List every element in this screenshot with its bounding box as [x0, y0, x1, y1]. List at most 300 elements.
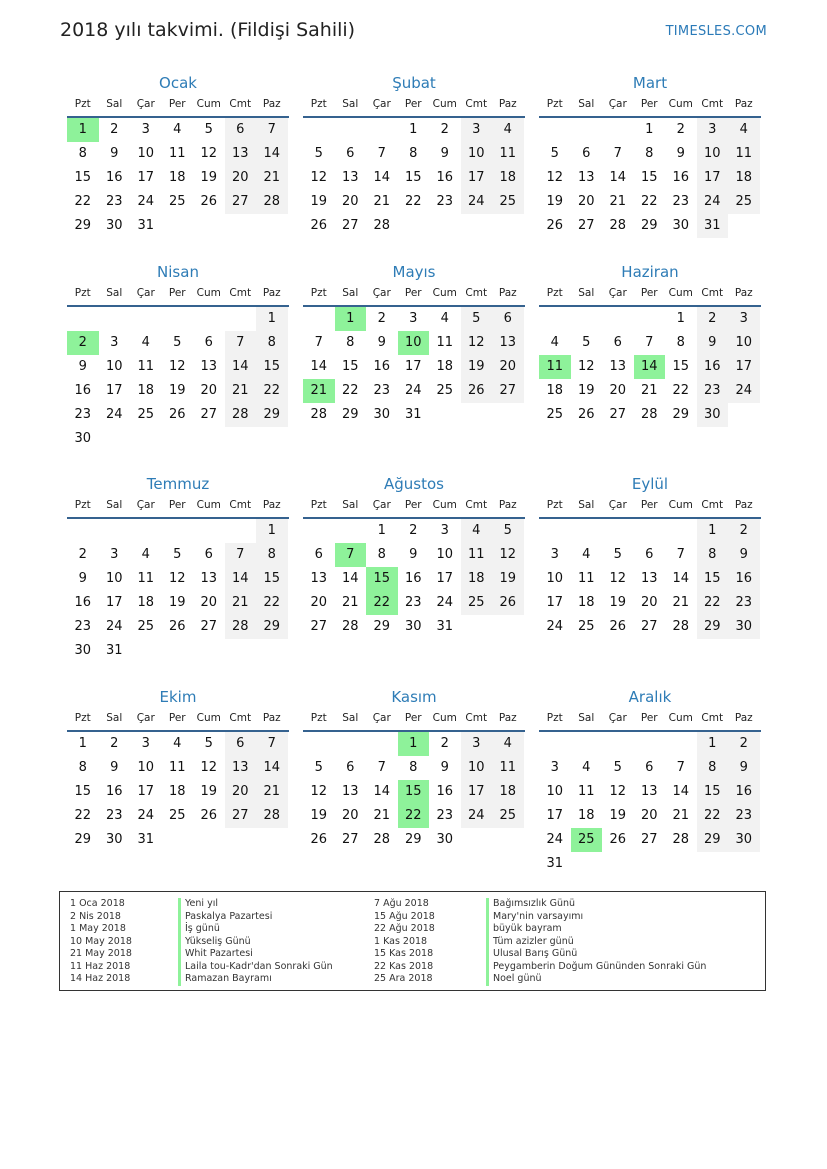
holiday-day-cell[interactable]: 22: [398, 804, 430, 828]
day-cell[interactable]: 20: [577, 194, 595, 209]
day-cell[interactable]: 8: [346, 335, 355, 350]
day-cell[interactable]: 7: [645, 335, 654, 350]
day-cell[interactable]: 15: [256, 567, 288, 591]
day-cell[interactable]: 27: [200, 619, 218, 634]
day-cell[interactable]: 8: [78, 146, 87, 161]
day-cell[interactable]: 19: [200, 784, 218, 799]
day-cell[interactable]: 13: [640, 784, 658, 799]
day-cell[interactable]: 24: [105, 619, 123, 634]
day-cell[interactable]: 16: [436, 170, 454, 185]
day-cell[interactable]: 13: [200, 571, 218, 586]
day-cell[interactable]: 3: [461, 732, 493, 756]
day-cell[interactable]: 14: [373, 784, 391, 799]
day-cell[interactable]: 6: [645, 760, 654, 775]
day-cell[interactable]: 8: [697, 543, 729, 567]
day-cell[interactable]: 5: [173, 547, 182, 562]
day-cell[interactable]: 4: [582, 760, 591, 775]
day-cell[interactable]: 11: [577, 784, 595, 799]
day-cell[interactable]: 13: [200, 359, 218, 374]
day-cell[interactable]: 19: [609, 595, 627, 610]
day-cell[interactable]: 3: [141, 122, 150, 137]
day-cell[interactable]: 5: [550, 146, 559, 161]
day-cell[interactable]: 10: [137, 760, 155, 775]
day-cell[interactable]: 24: [436, 595, 454, 610]
holiday-day-cell[interactable]: 15: [366, 567, 398, 591]
day-cell[interactable]: 6: [582, 146, 591, 161]
day-cell[interactable]: 13: [225, 142, 257, 166]
holiday-day-cell[interactable]: 25: [571, 828, 603, 852]
day-cell[interactable]: 13: [609, 359, 627, 374]
day-cell[interactable]: 24: [697, 190, 729, 214]
day-cell[interactable]: 28: [225, 615, 257, 639]
day-cell[interactable]: 29: [697, 828, 729, 852]
day-cell[interactable]: 23: [436, 194, 454, 209]
day-cell[interactable]: 16: [74, 383, 92, 398]
day-cell[interactable]: 31: [137, 218, 155, 233]
day-cell[interactable]: 11: [577, 571, 595, 586]
day-cell[interactable]: 25: [436, 383, 454, 398]
day-cell[interactable]: 20: [225, 166, 257, 190]
day-cell[interactable]: 15: [672, 359, 690, 374]
day-cell[interactable]: 9: [110, 760, 119, 775]
day-cell[interactable]: 3: [550, 760, 559, 775]
day-cell[interactable]: 17: [436, 571, 454, 586]
day-cell[interactable]: 31: [697, 214, 729, 238]
day-cell[interactable]: 14: [672, 784, 690, 799]
day-cell[interactable]: 22: [404, 194, 422, 209]
day-cell[interactable]: 20: [609, 383, 627, 398]
day-cell[interactable]: 3: [409, 311, 418, 326]
day-cell[interactable]: 4: [582, 547, 591, 562]
day-cell[interactable]: 15: [256, 355, 288, 379]
day-cell[interactable]: 15: [640, 170, 658, 185]
day-cell[interactable]: 4: [492, 732, 524, 756]
day-cell[interactable]: 10: [728, 331, 760, 355]
day-cell[interactable]: 31: [436, 619, 454, 634]
day-cell[interactable]: 9: [728, 543, 760, 567]
day-cell[interactable]: 31: [404, 407, 422, 422]
day-cell[interactable]: 19: [609, 808, 627, 823]
day-cell[interactable]: 27: [341, 218, 359, 233]
day-cell[interactable]: 23: [436, 808, 454, 823]
day-cell[interactable]: 17: [546, 808, 564, 823]
day-cell[interactable]: 23: [105, 808, 123, 823]
day-cell[interactable]: 12: [492, 543, 524, 567]
day-cell[interactable]: 26: [168, 619, 186, 634]
day-cell[interactable]: 16: [697, 355, 729, 379]
day-cell[interactable]: 10: [546, 784, 564, 799]
day-cell[interactable]: 29: [74, 832, 92, 847]
day-cell[interactable]: 13: [341, 170, 359, 185]
day-cell[interactable]: 1: [676, 311, 685, 326]
day-cell[interactable]: 19: [310, 808, 328, 823]
day-cell[interactable]: 28: [672, 619, 690, 634]
day-cell[interactable]: 2: [676, 122, 685, 137]
day-cell[interactable]: 24: [105, 407, 123, 422]
day-cell[interactable]: 9: [78, 571, 87, 586]
day-cell[interactable]: 22: [341, 383, 359, 398]
day-cell[interactable]: 18: [546, 383, 564, 398]
day-cell[interactable]: 14: [672, 571, 690, 586]
day-cell[interactable]: 1: [409, 122, 418, 137]
day-cell[interactable]: 13: [310, 571, 328, 586]
day-cell[interactable]: 26: [310, 832, 328, 847]
day-cell[interactable]: 19: [168, 595, 186, 610]
day-cell[interactable]: 2: [78, 547, 87, 562]
day-cell[interactable]: 9: [110, 146, 119, 161]
day-cell[interactable]: 21: [672, 808, 690, 823]
day-cell[interactable]: 30: [404, 619, 422, 634]
day-cell[interactable]: 9: [697, 331, 729, 355]
day-cell[interactable]: 30: [74, 643, 92, 658]
day-cell[interactable]: 17: [546, 595, 564, 610]
brand-logo-text[interactable]: TIMESLES.COM: [665, 24, 767, 39]
day-cell[interactable]: 7: [676, 760, 685, 775]
day-cell[interactable]: 29: [640, 218, 658, 233]
day-cell[interactable]: 17: [461, 166, 493, 190]
day-cell[interactable]: 18: [492, 166, 524, 190]
day-cell[interactable]: 24: [137, 808, 155, 823]
day-cell[interactable]: 8: [377, 547, 386, 562]
day-cell[interactable]: 4: [728, 118, 760, 142]
day-cell[interactable]: 21: [609, 194, 627, 209]
day-cell[interactable]: 19: [546, 194, 564, 209]
day-cell[interactable]: 3: [461, 118, 493, 142]
day-cell[interactable]: 22: [697, 804, 729, 828]
day-cell[interactable]: 26: [546, 218, 564, 233]
day-cell[interactable]: 31: [105, 643, 123, 658]
day-cell[interactable]: 4: [492, 118, 524, 142]
day-cell[interactable]: 16: [373, 359, 391, 374]
day-cell[interactable]: 12: [168, 359, 186, 374]
day-cell[interactable]: 6: [645, 547, 654, 562]
day-cell[interactable]: 6: [314, 547, 323, 562]
day-cell[interactable]: 21: [373, 808, 391, 823]
day-cell[interactable]: 1: [78, 736, 87, 751]
day-cell[interactable]: 16: [74, 595, 92, 610]
day-cell[interactable]: 21: [341, 595, 359, 610]
holiday-day-cell[interactable]: 1: [335, 307, 367, 331]
day-cell[interactable]: 1: [256, 519, 288, 543]
day-cell[interactable]: 23: [697, 379, 729, 403]
day-cell[interactable]: 28: [310, 407, 328, 422]
day-cell[interactable]: 18: [137, 383, 155, 398]
day-cell[interactable]: 11: [168, 760, 186, 775]
day-cell[interactable]: 30: [436, 832, 454, 847]
day-cell[interactable]: 9: [78, 359, 87, 374]
day-cell[interactable]: 23: [74, 619, 92, 634]
day-cell[interactable]: 22: [74, 808, 92, 823]
day-cell[interactable]: 2: [728, 519, 760, 543]
day-cell[interactable]: 17: [404, 359, 422, 374]
day-cell[interactable]: 18: [577, 595, 595, 610]
day-cell[interactable]: 25: [492, 190, 524, 214]
day-cell[interactable]: 12: [546, 170, 564, 185]
day-cell[interactable]: 20: [310, 595, 328, 610]
day-cell[interactable]: 7: [225, 331, 257, 355]
day-cell[interactable]: 20: [341, 194, 359, 209]
day-cell[interactable]: 18: [492, 780, 524, 804]
day-cell[interactable]: 10: [436, 547, 454, 562]
day-cell[interactable]: 10: [461, 142, 493, 166]
day-cell[interactable]: 10: [105, 359, 123, 374]
day-cell[interactable]: 22: [256, 379, 288, 403]
day-cell[interactable]: 13: [225, 756, 257, 780]
day-cell[interactable]: 14: [341, 571, 359, 586]
day-cell[interactable]: 20: [640, 595, 658, 610]
day-cell[interactable]: 30: [728, 828, 760, 852]
day-cell[interactable]: 25: [577, 619, 595, 634]
day-cell[interactable]: 6: [492, 307, 524, 331]
day-cell[interactable]: 14: [225, 355, 257, 379]
day-cell[interactable]: 30: [728, 615, 760, 639]
day-cell[interactable]: 20: [200, 383, 218, 398]
day-cell[interactable]: 6: [225, 732, 257, 756]
day-cell[interactable]: 5: [204, 736, 213, 751]
holiday-day-cell[interactable]: 11: [539, 355, 571, 379]
day-cell[interactable]: 28: [256, 190, 288, 214]
day-cell[interactable]: 11: [728, 142, 760, 166]
day-cell[interactable]: 27: [200, 407, 218, 422]
day-cell[interactable]: 25: [546, 407, 564, 422]
day-cell[interactable]: 27: [577, 218, 595, 233]
day-cell[interactable]: 2: [110, 122, 119, 137]
day-cell[interactable]: 24: [728, 379, 760, 403]
day-cell[interactable]: 3: [440, 523, 449, 538]
day-cell[interactable]: 14: [225, 567, 257, 591]
day-cell[interactable]: 11: [492, 142, 524, 166]
day-cell[interactable]: 23: [728, 804, 760, 828]
day-cell[interactable]: 27: [341, 832, 359, 847]
day-cell[interactable]: 6: [346, 146, 355, 161]
day-cell[interactable]: 5: [204, 122, 213, 137]
day-cell[interactable]: 19: [461, 355, 493, 379]
day-cell[interactable]: 9: [676, 146, 685, 161]
day-cell[interactable]: 22: [74, 194, 92, 209]
day-cell[interactable]: 4: [440, 311, 449, 326]
day-cell[interactable]: 30: [105, 218, 123, 233]
day-cell[interactable]: 27: [492, 379, 524, 403]
day-cell[interactable]: 16: [672, 170, 690, 185]
day-cell[interactable]: 29: [697, 615, 729, 639]
day-cell[interactable]: 14: [373, 170, 391, 185]
day-cell[interactable]: 2: [110, 736, 119, 751]
day-cell[interactable]: 29: [404, 832, 422, 847]
day-cell[interactable]: 23: [672, 194, 690, 209]
day-cell[interactable]: 5: [613, 760, 622, 775]
day-cell[interactable]: 25: [492, 804, 524, 828]
day-cell[interactable]: 26: [168, 407, 186, 422]
day-cell[interactable]: 22: [640, 194, 658, 209]
day-cell[interactable]: 18: [436, 359, 454, 374]
day-cell[interactable]: 20: [225, 780, 257, 804]
day-cell[interactable]: 2: [377, 311, 386, 326]
day-cell[interactable]: 28: [373, 832, 391, 847]
day-cell[interactable]: 15: [341, 359, 359, 374]
day-cell[interactable]: 13: [577, 170, 595, 185]
day-cell[interactable]: 25: [137, 407, 155, 422]
day-cell[interactable]: 9: [409, 547, 418, 562]
day-cell[interactable]: 5: [314, 760, 323, 775]
day-cell[interactable]: 2: [728, 732, 760, 756]
day-cell[interactable]: 11: [436, 335, 454, 350]
day-cell[interactable]: 30: [672, 218, 690, 233]
day-cell[interactable]: 17: [137, 784, 155, 799]
day-cell[interactable]: 1: [256, 307, 288, 331]
day-cell[interactable]: 3: [550, 547, 559, 562]
day-cell[interactable]: 8: [256, 331, 288, 355]
day-cell[interactable]: 14: [609, 170, 627, 185]
day-cell[interactable]: 20: [492, 355, 524, 379]
day-cell[interactable]: 10: [137, 146, 155, 161]
day-cell[interactable]: 4: [550, 335, 559, 350]
day-cell[interactable]: 26: [200, 808, 218, 823]
day-cell[interactable]: 15: [697, 780, 729, 804]
day-cell[interactable]: 11: [492, 756, 524, 780]
holiday-day-cell[interactable]: 7: [335, 543, 367, 567]
day-cell[interactable]: 8: [676, 335, 685, 350]
day-cell[interactable]: 21: [256, 166, 288, 190]
day-cell[interactable]: 27: [310, 619, 328, 634]
day-cell[interactable]: 12: [168, 571, 186, 586]
day-cell[interactable]: 19: [200, 170, 218, 185]
day-cell[interactable]: 30: [697, 403, 729, 427]
day-cell[interactable]: 2: [409, 523, 418, 538]
day-cell[interactable]: 27: [640, 832, 658, 847]
day-cell[interactable]: 17: [137, 170, 155, 185]
day-cell[interactable]: 15: [697, 567, 729, 591]
day-cell[interactable]: 24: [404, 383, 422, 398]
day-cell[interactable]: 6: [204, 335, 213, 350]
day-cell[interactable]: 14: [256, 142, 288, 166]
day-cell[interactable]: 16: [105, 170, 123, 185]
day-cell[interactable]: 5: [314, 146, 323, 161]
day-cell[interactable]: 27: [225, 190, 257, 214]
day-cell[interactable]: 28: [672, 832, 690, 847]
day-cell[interactable]: 17: [461, 780, 493, 804]
day-cell[interactable]: 18: [728, 166, 760, 190]
day-cell[interactable]: 10: [461, 756, 493, 780]
day-cell[interactable]: 8: [409, 760, 418, 775]
day-cell[interactable]: 18: [577, 808, 595, 823]
day-cell[interactable]: 25: [168, 194, 186, 209]
day-cell[interactable]: 3: [697, 118, 729, 142]
day-cell[interactable]: 28: [609, 218, 627, 233]
day-cell[interactable]: 4: [461, 519, 493, 543]
day-cell[interactable]: 30: [373, 407, 391, 422]
day-cell[interactable]: 1: [645, 122, 654, 137]
day-cell[interactable]: 27: [640, 619, 658, 634]
day-cell[interactable]: 12: [577, 359, 595, 374]
holiday-day-cell[interactable]: 2: [67, 331, 99, 355]
day-cell[interactable]: 10: [105, 571, 123, 586]
day-cell[interactable]: 27: [609, 407, 627, 422]
day-cell[interactable]: 20: [200, 595, 218, 610]
day-cell[interactable]: 19: [310, 194, 328, 209]
holiday-day-cell[interactable]: 1: [67, 118, 99, 142]
day-cell[interactable]: 4: [173, 122, 182, 137]
day-cell[interactable]: 22: [256, 591, 288, 615]
day-cell[interactable]: 26: [577, 407, 595, 422]
day-cell[interactable]: 20: [341, 808, 359, 823]
day-cell[interactable]: 7: [377, 760, 386, 775]
day-cell[interactable]: 9: [728, 756, 760, 780]
day-cell[interactable]: 3: [141, 736, 150, 751]
day-cell[interactable]: 5: [613, 547, 622, 562]
day-cell[interactable]: 29: [74, 218, 92, 233]
day-cell[interactable]: 2: [440, 122, 449, 137]
day-cell[interactable]: 17: [697, 166, 729, 190]
day-cell[interactable]: 23: [728, 591, 760, 615]
day-cell[interactable]: 21: [256, 780, 288, 804]
day-cell[interactable]: 21: [672, 595, 690, 610]
day-cell[interactable]: 24: [137, 194, 155, 209]
day-cell[interactable]: 1: [377, 523, 386, 538]
day-cell[interactable]: 12: [200, 146, 218, 161]
day-cell[interactable]: 19: [168, 383, 186, 398]
day-cell[interactable]: 30: [105, 832, 123, 847]
day-cell[interactable]: 11: [461, 543, 493, 567]
day-cell[interactable]: 24: [546, 832, 564, 847]
day-cell[interactable]: 29: [672, 407, 690, 422]
day-cell[interactable]: 1: [697, 732, 729, 756]
day-cell[interactable]: 7: [256, 732, 288, 756]
day-cell[interactable]: 12: [609, 784, 627, 799]
day-cell[interactable]: 7: [314, 335, 323, 350]
day-cell[interactable]: 21: [225, 591, 257, 615]
day-cell[interactable]: 12: [310, 784, 328, 799]
day-cell[interactable]: 12: [200, 760, 218, 775]
day-cell[interactable]: 7: [225, 543, 257, 567]
day-cell[interactable]: 26: [200, 194, 218, 209]
day-cell[interactable]: 19: [492, 567, 524, 591]
day-cell[interactable]: 26: [492, 591, 524, 615]
day-cell[interactable]: 29: [373, 619, 391, 634]
day-cell[interactable]: 8: [409, 146, 418, 161]
day-cell[interactable]: 16: [105, 784, 123, 799]
day-cell[interactable]: 14: [256, 756, 288, 780]
day-cell[interactable]: 12: [310, 170, 328, 185]
day-cell[interactable]: 25: [137, 619, 155, 634]
day-cell[interactable]: 25: [461, 591, 493, 615]
day-cell[interactable]: 31: [137, 832, 155, 847]
day-cell[interactable]: 8: [697, 756, 729, 780]
day-cell[interactable]: 19: [577, 383, 595, 398]
day-cell[interactable]: 4: [141, 335, 150, 350]
day-cell[interactable]: 15: [74, 170, 92, 185]
day-cell[interactable]: 7: [256, 118, 288, 142]
day-cell[interactable]: 24: [461, 804, 493, 828]
day-cell[interactable]: 6: [613, 335, 622, 350]
day-cell[interactable]: 6: [225, 118, 257, 142]
holiday-day-cell[interactable]: 21: [303, 379, 335, 403]
day-cell[interactable]: 13: [640, 571, 658, 586]
day-cell[interactable]: 23: [404, 595, 422, 610]
day-cell[interactable]: 10: [546, 571, 564, 586]
day-cell[interactable]: 21: [640, 383, 658, 398]
holiday-day-cell[interactable]: 1: [398, 732, 430, 756]
day-cell[interactable]: 7: [676, 547, 685, 562]
day-cell[interactable]: 24: [546, 619, 564, 634]
day-cell[interactable]: 12: [461, 331, 493, 355]
day-cell[interactable]: 18: [168, 170, 186, 185]
day-cell[interactable]: 7: [377, 146, 386, 161]
day-cell[interactable]: 30: [74, 431, 92, 446]
day-cell[interactable]: 5: [582, 335, 591, 350]
day-cell[interactable]: 17: [728, 355, 760, 379]
day-cell[interactable]: 11: [168, 146, 186, 161]
day-cell[interactable]: 6: [346, 760, 355, 775]
